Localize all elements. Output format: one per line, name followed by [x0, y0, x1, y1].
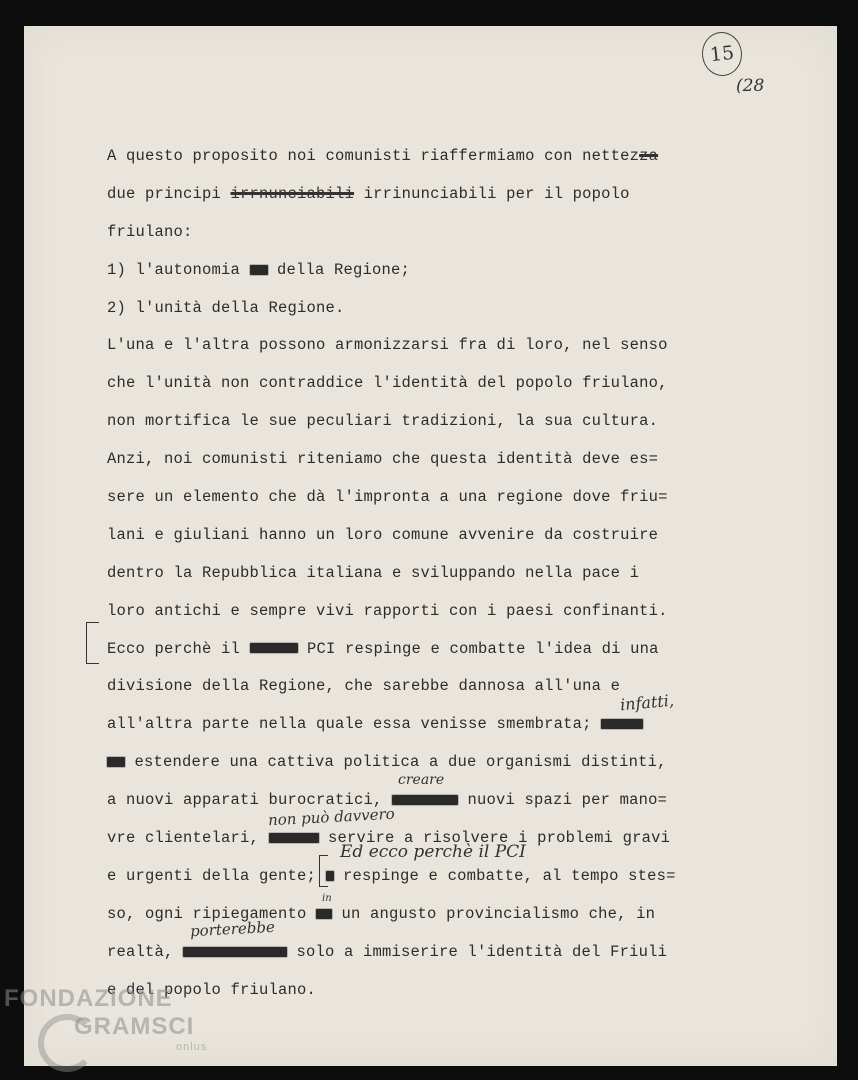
text-line	[107, 631, 707, 669]
text-segment: PCI respinge e combatte l'idea di una	[297, 639, 659, 658]
text-line	[107, 290, 707, 328]
handwritten-non-puo-davvero: non può davvero	[267, 804, 396, 830]
text-segment: Ecco perchè il	[107, 639, 250, 658]
text-segment: L'una e l'altra possono armonizzarsi fra di loro, nel senso	[107, 336, 668, 355]
text-line	[107, 252, 707, 290]
text-segment: lani e giuliani hanno un loro comune avvenire da costruire	[107, 525, 659, 544]
text-segment: nuovi spazi per mano=	[458, 791, 668, 810]
text-segment: 1) l'autonomia	[107, 260, 250, 279]
handwritten-infatti: infatti,	[619, 690, 675, 715]
text-segment: un angusto provincialismo che, in	[332, 904, 656, 923]
watermark-g-logo-icon	[38, 1014, 96, 1072]
text-segment: e del popolo friulano.	[107, 980, 317, 999]
ink-redaction	[183, 947, 287, 957]
ink-redaction	[269, 833, 319, 843]
text-line	[107, 517, 707, 555]
text-line	[107, 479, 707, 517]
ink-redaction	[601, 719, 643, 729]
text-segment: estendere una cattiva politica a due organismi distinti,	[125, 753, 667, 772]
text-segment: loro antichi e sempre vivi rapporti con i paesi confinanti.	[107, 601, 668, 620]
text-segment: solo a immiserire l'identità del Friuli	[287, 942, 668, 961]
folio-number: (28	[736, 76, 765, 96]
text-line	[107, 441, 707, 479]
ink-redaction	[316, 909, 332, 919]
text-segment: sere un elemento che dà l'impronta a una regione dove friu=	[107, 488, 668, 507]
text-segment: servire a risolvere i problemi gravi	[318, 829, 671, 848]
typed-text-block	[107, 138, 707, 1009]
text-line	[107, 593, 707, 631]
text-segment: Anzi, noi comunisti riteniamo che questa identità deve es=	[107, 450, 659, 469]
text-line	[107, 138, 707, 176]
watermark-line-1: FONDAZIONE	[4, 985, 173, 1012]
ink-redaction	[326, 871, 334, 881]
text-line	[107, 327, 707, 365]
watermark-line-2: GRAMSCI	[74, 1013, 195, 1040]
text-segment: non mortifica le sue peculiari tradizioni, la sua cultura.	[107, 412, 659, 431]
text-segment: so, ogni ripiegamento	[107, 904, 317, 923]
text-line	[107, 555, 707, 593]
text-segment: friulano:	[107, 222, 193, 241]
ink-redaction	[250, 265, 268, 275]
page-number: 15	[708, 41, 736, 67]
text-segment: e urgenti della gente;	[107, 866, 326, 885]
ink-redaction	[392, 795, 458, 805]
handwritten-ed-ecco-perche: Ed ecco perchè il PCI	[340, 842, 526, 862]
handwritten-porterebbe: porterebbe	[189, 917, 276, 941]
text-segment: dentro la Repubblica italiana e sviluppando nella pace i	[107, 563, 640, 582]
text-segment: della Regione;	[267, 260, 411, 279]
text-line	[107, 668, 707, 706]
struck-word: za	[639, 147, 659, 165]
ink-redaction	[107, 757, 125, 767]
fondazione-gramsci-watermark	[4, 985, 207, 1053]
text-segment: che l'unità non contraddice l'identità del popolo friulano,	[107, 374, 668, 393]
text-line	[107, 858, 707, 896]
margin-bracket	[86, 622, 99, 664]
text-line	[107, 176, 707, 214]
text-line	[107, 365, 707, 403]
text-segment: vre clientelari,	[107, 829, 269, 848]
text-segment: a nuovi apparati burocratici,	[107, 791, 393, 810]
ink-redaction	[250, 643, 298, 653]
handwritten-in: in	[322, 893, 332, 904]
text-segment: due principi	[107, 184, 231, 203]
text-segment: all'altra parte nella quale essa venisse smembrata;	[107, 715, 602, 734]
text-line	[107, 403, 707, 441]
handwritten-creare: creare	[398, 772, 445, 788]
text-segment: respinge e combatte, al tempo stes=	[333, 866, 676, 885]
text-segment: realtà,	[107, 942, 184, 961]
text-segment: irrinunciabili per il popolo	[354, 184, 630, 203]
watermark-line-3: onlus	[176, 1041, 208, 1053]
text-segment: A questo proposito noi comunisti riaffermiamo con nettez	[107, 147, 640, 165]
text-segment: 2) l'unità della Regione.	[107, 298, 345, 317]
text-line	[107, 706, 707, 744]
text-segment: divisione della Regione, che sarebbe dannosa all'una e	[107, 677, 621, 696]
text-line	[107, 214, 707, 252]
struck-word: irrnunciabili	[230, 184, 355, 203]
